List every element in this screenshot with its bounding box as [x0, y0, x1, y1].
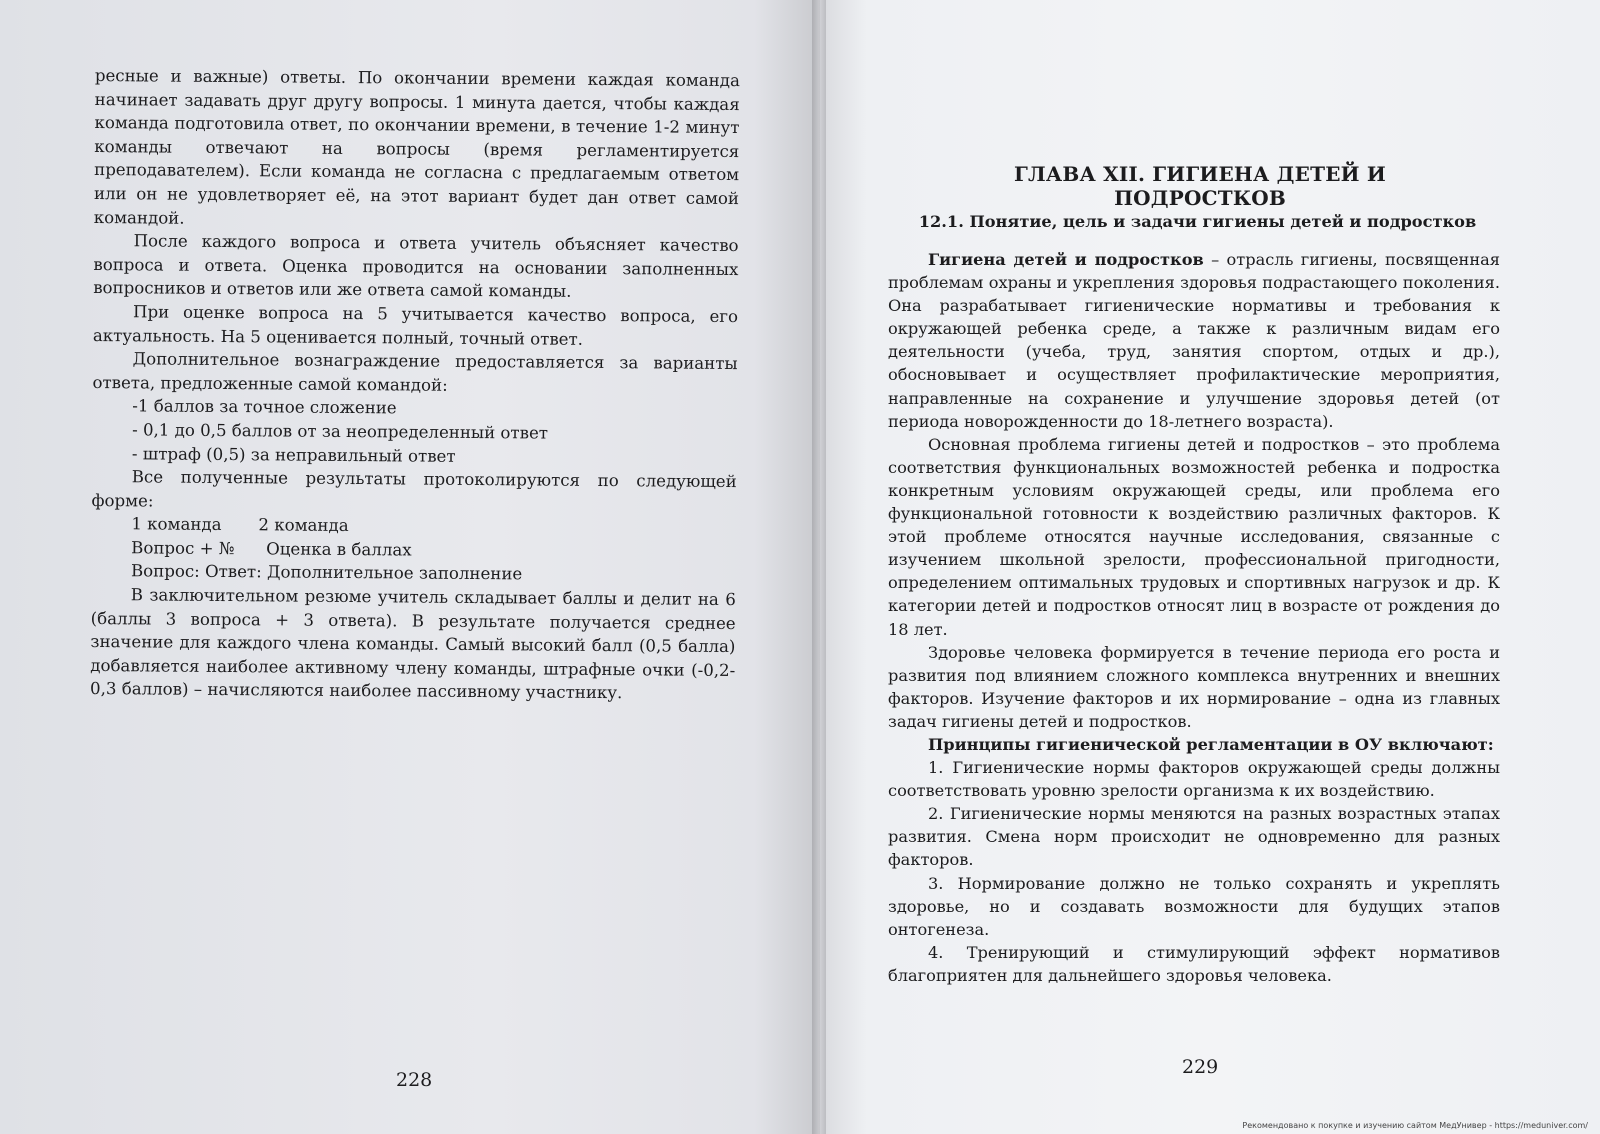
form-row: 1 команда 2 команда: [131, 514, 349, 536]
paragraph-evaluation: После каждого вопроса и ответа учитель объясняет качество вопроса и ответа. Оценка проводится на основании заполненных вопросников и ответов или же ответа самой команды.: [93, 231, 739, 302]
principle-item: 3. Нормирование должно не только сохранять и укреплять здоровье, но и создавать возможности для будущих этапов онтогенеза.: [888, 873, 1500, 939]
paragraph-main-problem: Основная проблема гигиены детей и подростков – это проблема соответствия функциональных возможностей ребенка и подростка конкретным условиям окружающей среды, или проблема его функциональной готовности к воздействию различных факторов. К этой проблеме относятся научные исследования, связанные с изучением школьной зрелости, профессиональной пригодности, определением оптимальных трудовых и спортивных нагрузок и др. К категории детей и подростков относят лиц в возрасте от рождения до 18 лет.: [888, 434, 1500, 639]
paragraph-bonus: Дополнительное вознаграждение предоставляется за варианты ответа, предложенные самой командой:: [92, 349, 738, 395]
footer-watermark-note: Рекомендовано к покупке и изучению сайтом МедУнивер - https://meduniver.com/: [1242, 1121, 1588, 1130]
left-page-text: [90, 64, 740, 706]
section-title: 12.1. Понятие, цель и задачи гигиены детей и подростков: [918, 212, 1477, 231]
principle-item: 2. Гигиенические нормы меняются на разных возрастных этапах развития. Смена норм происходит не одновременно для разных факторов.: [888, 804, 1500, 870]
chapter-title: ГЛАВА XII. ГИГИЕНА ДЕТЕЙ И ПОДРОСТКОВ: [1013, 162, 1386, 210]
definition-text: – отрасль гигиены, посвященная проблемам охраны и укрепления здоровья подрастающего поколения. Она разрабатывает гигиенические нормативы и требования к окружающей ребенка среде, а также к различным видам его деятельности (учеба, труд, занятия спортом, отдых и др.), обосновывает и осуществляет профилактические мероприятия, направленные на сохранение и улучшение здоровья детей (от периода новорожденности до 18-летнего возраста).: [888, 250, 1500, 431]
paragraph-health: Здоровье человека формируется в течение периода его роста и развития под влиянием сложного комплекса внутренних и внешних факторов. Изучение факторов и их нормирование – одна из главных задач гигиены детей и подростков.: [888, 642, 1500, 731]
principle-item: 1. Гигиенические нормы факторов окружающей среды должны соответствовать уровню зрелости организма к их воздействию.: [888, 758, 1500, 801]
right-page-text: [888, 248, 1500, 987]
paragraph-continued: ресные и важные) ответы. По окончании времени каждая команда начинает задавать друг другу вопросы. 1 минута дается, чтобы каждая команда подготовила ответ, по окончании времени, в течение 1-2 минут команды отвечают на вопросы (время регламентируется преподавателем). Если команда не согласна с предлагаемым ответом или он не удовлетворяет её, на этот вариант будет дан ответ самой командой.: [93, 65, 740, 228]
form-row: Вопрос: Ответ: Дополнительное заполнение: [130, 561, 523, 584]
principles-heading: Принципы гигиенической регламентации в ОУ включают:: [928, 734, 1494, 754]
page-number-left: 228: [396, 1069, 433, 1091]
definition-term: Гигиена детей и подростков: [928, 250, 1204, 269]
form-row: Вопрос + № Оценка в баллах: [131, 538, 412, 560]
list-item: - штраф (0,5) за неправильный ответ: [131, 443, 456, 466]
paragraph-grading: При оценке вопроса на 5 учитывается качество вопроса, его актуальность. На 5 оценивается полный, точный ответ.: [92, 302, 739, 349]
principle-item: 4. Тренирующий и стимулирующий эффект нормативов благоприятен для дальнейшего здоровья человека.: [888, 942, 1500, 985]
paragraph-definition: [888, 248, 1500, 433]
paragraph-summary: В заключительном резюме учитель складывает баллы и делит на 6 (баллы 3 вопроса + 3 ответа). В результате получается среднее значение для каждого члена команды. Самый высокий балл (0,5 балла) добавляется наиболее активному члену команды, штрафные очки (-0,2-0,3 баллов) – начисляются наиболее пассивному участнику.: [90, 585, 736, 703]
page-number-right: 229: [1182, 1056, 1219, 1078]
list-item: - 0,1 до 0,5 баллов от за неопределенный ответ: [132, 420, 549, 443]
book-gutter: [812, 0, 826, 1134]
paragraph-protocol: Все полученные результаты протоколируются по следующей форме:: [91, 467, 737, 511]
list-item: -1 баллов за точное сложение: [132, 396, 397, 418]
